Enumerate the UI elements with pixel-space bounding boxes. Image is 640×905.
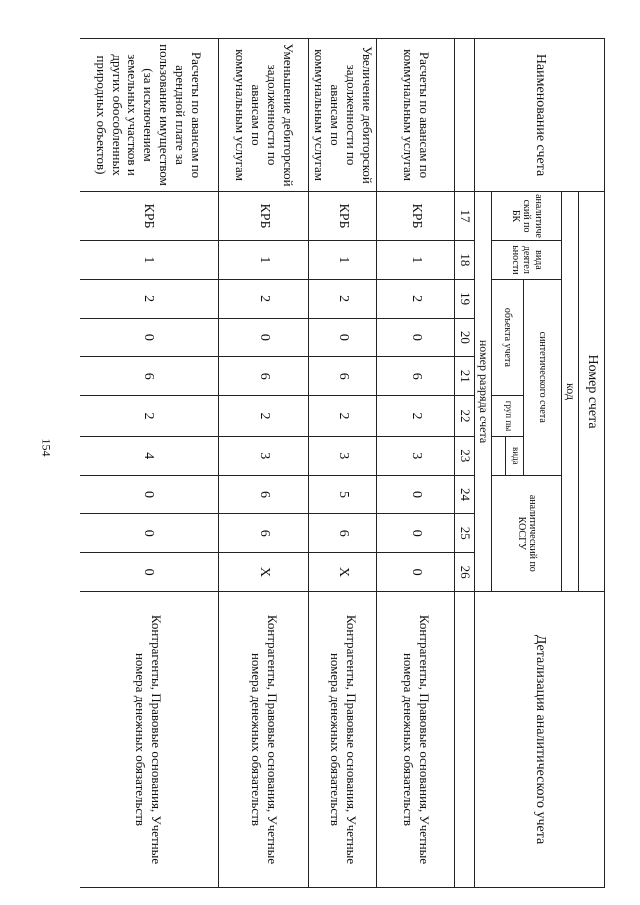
row-cell: 6 bbox=[309, 357, 377, 396]
row-cell: КРБ bbox=[377, 192, 455, 241]
row-cell: 0 bbox=[219, 318, 309, 357]
row-detail: Контрагенты, Правовые основания, Учетные номера денежных обязательств bbox=[219, 592, 309, 888]
page-number: 154 bbox=[39, 438, 54, 457]
row-cell: КРБ bbox=[309, 192, 377, 241]
row-cell: 0 bbox=[309, 318, 377, 357]
header-kind-spacer bbox=[492, 436, 506, 475]
header-analytic-kosgu: аналитический по КОСГУ bbox=[492, 475, 562, 591]
table-row bbox=[377, 39, 455, 888]
row-cell: 0 bbox=[377, 553, 455, 592]
row-cell: 0 bbox=[377, 318, 455, 357]
row-name: Увеличение дебиторской задолженности по авансам по коммунальным услугам bbox=[309, 39, 377, 192]
row-cell: X bbox=[309, 553, 377, 592]
rotated-page bbox=[80, 38, 605, 888]
digit-19: 19 bbox=[455, 279, 475, 318]
header-activity-type: вида деятел ьности bbox=[492, 241, 562, 280]
account-table bbox=[80, 38, 605, 888]
row-name: Уменьшение дебиторской задолженности по авансам по коммунальным услугам bbox=[219, 39, 309, 192]
row-cell: 2 bbox=[309, 396, 377, 437]
header-group: груп пы bbox=[492, 396, 524, 437]
row-cell: 1 bbox=[377, 241, 455, 280]
row-cell: КРБ bbox=[219, 192, 309, 241]
header-account-number: Номер счета bbox=[579, 192, 605, 592]
digit-20: 20 bbox=[455, 318, 475, 357]
row-name: Расчеты по авансам по арендной плате за пользование имуществом (за исключением земельных участков и других обособленных природных объектов) bbox=[80, 39, 219, 192]
row-cell: 3 bbox=[309, 436, 377, 475]
digit-23: 23 bbox=[455, 436, 475, 475]
header-synthetic: синтетического счета bbox=[524, 279, 562, 475]
row-cell: 2 bbox=[219, 279, 309, 318]
row-detail: Контрагенты, Правовые основания, Учетные номера денежных обязательств bbox=[377, 592, 455, 888]
digit-22: 22 bbox=[455, 396, 475, 437]
header-account-name: Наименование счета bbox=[475, 39, 605, 192]
row-cell: 2 bbox=[377, 396, 455, 437]
account-table-frame bbox=[80, 38, 605, 888]
row-cell: 0 bbox=[377, 514, 455, 553]
row-cell: 4 bbox=[80, 436, 219, 475]
digit-25: 25 bbox=[455, 514, 475, 553]
row-cell: 0 bbox=[80, 475, 219, 514]
row-cell: КРБ bbox=[80, 192, 219, 241]
row-cell: 0 bbox=[377, 475, 455, 514]
row-cell: 6 bbox=[80, 357, 219, 396]
header-kind: вида bbox=[506, 436, 524, 475]
table-row bbox=[80, 39, 219, 888]
digit-24: 24 bbox=[455, 475, 475, 514]
table-row bbox=[309, 39, 377, 888]
digit-26: 26 bbox=[455, 553, 475, 592]
row-cell: 1 bbox=[80, 241, 219, 280]
row-cell: 0 bbox=[80, 514, 219, 553]
row-cell: 1 bbox=[309, 241, 377, 280]
digit-18: 18 bbox=[455, 241, 475, 280]
row-cell: 0 bbox=[80, 553, 219, 592]
row-cell: 2 bbox=[219, 396, 309, 437]
header-detail: Детализация аналитического учета bbox=[475, 592, 605, 888]
table-row bbox=[219, 39, 309, 888]
header-digit-number: номер разряда счета bbox=[475, 192, 492, 592]
digits-spacer-left bbox=[455, 39, 475, 192]
row-cell: 3 bbox=[377, 436, 455, 475]
row-cell: 6 bbox=[377, 357, 455, 396]
row-cell: 6 bbox=[219, 357, 309, 396]
row-detail: Контрагенты, Правовые основания, Учетные номера денежных обязательств bbox=[309, 592, 377, 888]
row-name: Расчеты по авансам по коммунальным услугам bbox=[377, 39, 455, 192]
digit-17: 17 bbox=[455, 192, 475, 241]
row-cell: X bbox=[219, 553, 309, 592]
row-cell: 3 bbox=[219, 436, 309, 475]
header-object: объекта учета bbox=[492, 279, 524, 395]
row-cell: 5 bbox=[309, 475, 377, 514]
row-cell: 0 bbox=[80, 318, 219, 357]
row-cell: 6 bbox=[309, 514, 377, 553]
header-code: код bbox=[562, 192, 579, 592]
row-cell: 6 bbox=[219, 514, 309, 553]
header-analytic-bk: аналитиче ский по БК bbox=[492, 192, 562, 241]
row-detail: Контрагенты, Правовые основания, Учетные номера денежных обязательств bbox=[80, 592, 219, 888]
row-cell: 6 bbox=[219, 475, 309, 514]
row-cell: 2 bbox=[377, 279, 455, 318]
row-cell: 1 bbox=[219, 241, 309, 280]
digits-spacer-right bbox=[455, 592, 475, 888]
digit-21: 21 bbox=[455, 357, 475, 396]
row-cell: 2 bbox=[309, 279, 377, 318]
row-cell: 2 bbox=[80, 396, 219, 437]
row-cell: 2 bbox=[80, 279, 219, 318]
